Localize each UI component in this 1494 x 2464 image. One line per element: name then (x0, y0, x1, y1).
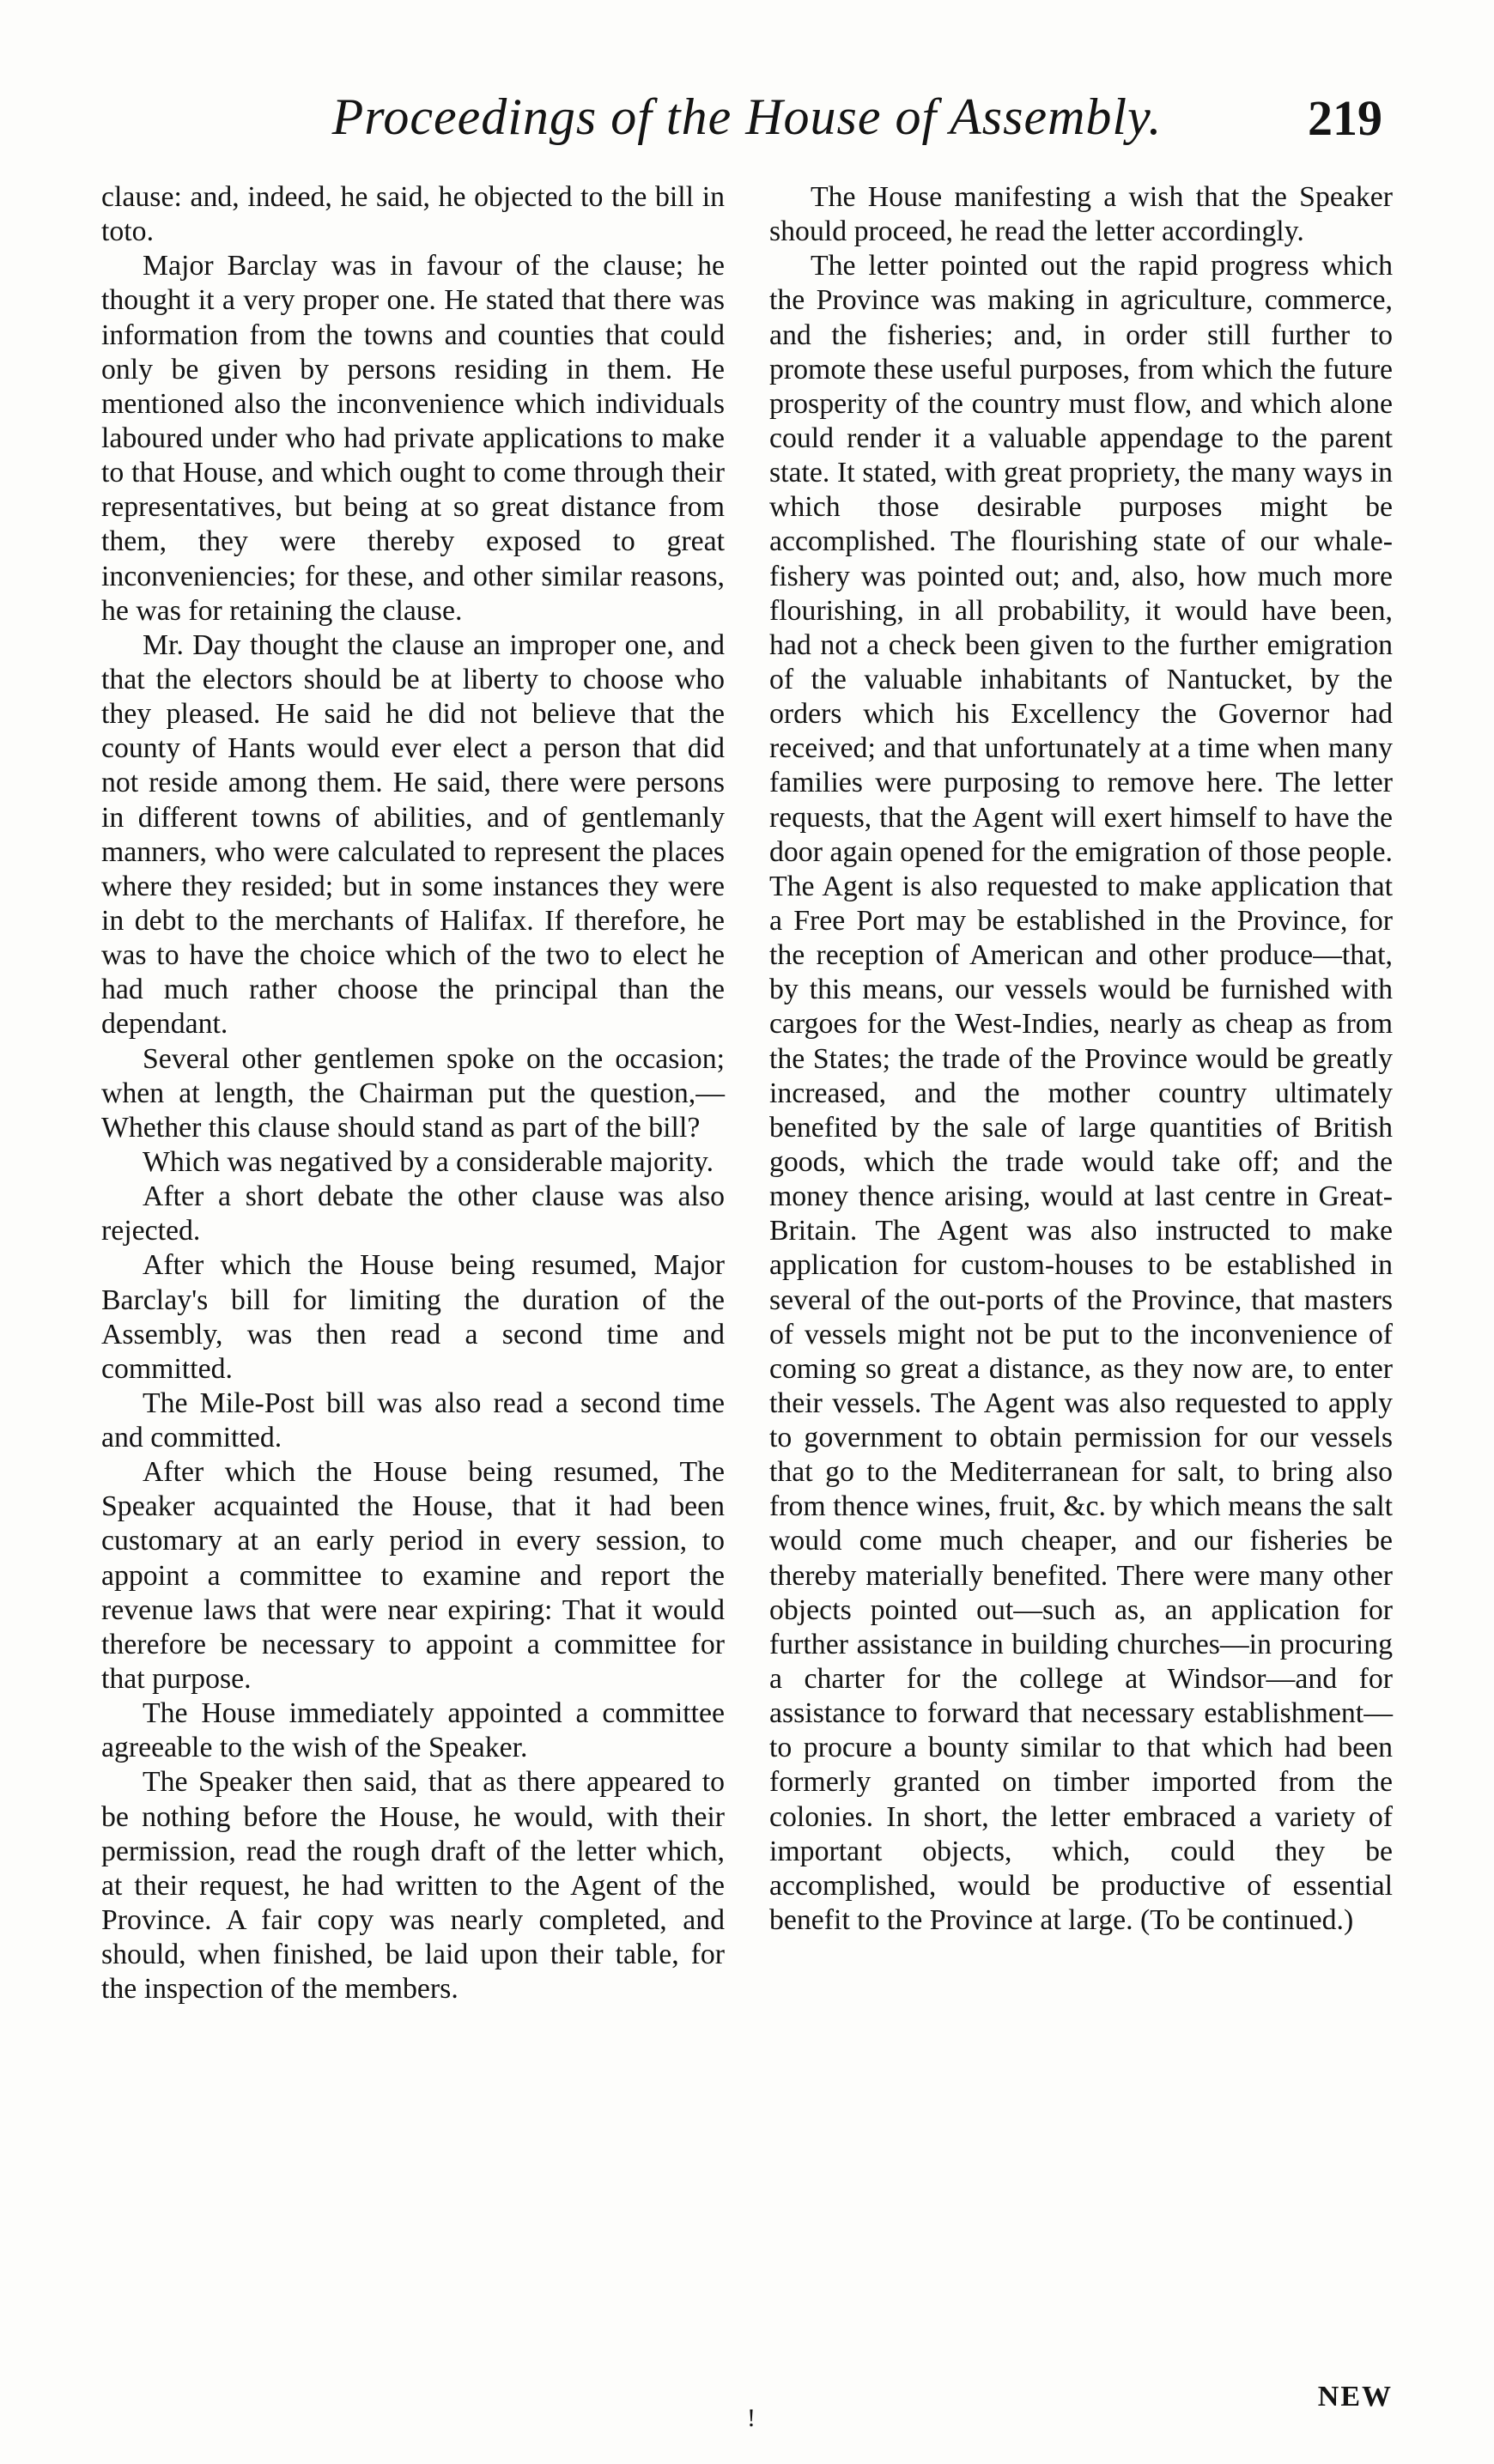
paragraph: The Speaker then said, that as there appeared to be nothing before the House, he would, with their permission, read the rough draft of the letter which, at their request, he had written to the Agent of the Province. A fair copy was nearly completed, and should, when finished, be laid upon their table, for the inspection of the members. (101, 1766, 725, 2006)
left-column (101, 180, 725, 2412)
footer-mark: ! (747, 2404, 756, 2432)
page-header (103, 70, 1391, 165)
paragraph: Several other gentlemen spoke on the occasion; when at length, the Chairman put the question,—Whether this clause should stand as part of the bill? (101, 1042, 725, 1144)
paragraph: Mr. Day thought the clause an improper one, and that the electors should be at liberty to choose who they pleased. He said he did not believe that the county of Hants would ever elect a person that did not reside among them. He said, there were persons in different towns of abilities, and of gentlemanly manners, who were calculated to represent the places where they resided; but in some instances they were in debt to the merchants of Halifax. If therefore, he was to have the choice which of the two to elect he had much rather choose the principal than the dependant. (101, 628, 725, 1041)
paragraph: The House manifesting a wish that the Speaker should proceed, he read the letter accordingly. (769, 181, 1393, 248)
text-columns (101, 180, 1393, 2412)
running-title: Proceedings of the House of Assembly. (331, 88, 1163, 145)
paragraph: Which was negatived by a considerable majority. (143, 1145, 714, 1178)
paragraph: The Mile-Post bill was also read a second time and committed. (101, 1387, 725, 1454)
paragraph: The letter pointed out the rapid progress which the Province was making in agriculture, commerce, and the fisheries; and, in order still further to promote these useful purposes, from which the future prosperity of the country must flow, and which alone could render it a valuable appendage to the parent state. It stated, with great propriety, the many ways in which those desirable purposes might be accomplished. The flourishing state of our whale-fishery was pointed out; and, also, how much more flourishing, in all probability, it would have been, had not a check been given to the further emigration of the valuable inhabitants of Nantucket, by the orders which his Excellency the Governor had received; and that unfortunately at a time when many families were purposing to remove here. The letter requests, that the Agent will exert himself to have the door again opened for the emigration of those people. The Agent is also requested to make application that a Free Port may be established in the Province, for the reception of American and other produce—that, by this means, our vessels would be furnished with cargoes for the West-Indies, nearly as cheap as from the States; the trade of the Province would be greatly increased, and the mother country ultimately benefited by the sale of large quantities of British goods, which the trade would take off; and the money thence arising, would at last centre in Great-Britain. The Agent was also instructed to make application for custom-houses to be established in several of the out-ports of the Province, that masters of vessels might not be put to the inconvenience of coming so great a distance, as they now are, to enter their vessels. The Agent was also requested to apply to government to obtain permission for our vessels that go to the Mediterranean for salt, to bring also from thence wines, fruit, &c. by which means the salt would come much cheaper, and our fisheries be thereby materially benefited. There were many other objects pointed out—such as, an application for further assistance in building churches—in procuring a charter for the college at Windsor—and for assistance to forward that necessary establishment—to procure a bounty similar to that which had been formerly granted on timber imported from the colonies. In short, the letter embraced a variety of important objects, which, could they be accomplished, would be productive of essential benefit to the Province at large. (To be continued.) (769, 250, 1393, 1937)
paragraph: After a short debate the other clause was also rejected. (101, 1180, 725, 1247)
page-number: 219 (1308, 90, 1382, 146)
paragraph: Major Barclay was in favour of the clause; he thought it a very proper one. He stated that there was information from the towns and counties that could only be given by persons residing in them. He mentioned also the inconvenience which individuals laboured under who had private applications to make to that House, and which ought to come through their representatives, but being at so great distance from them, they were thereby exposed to great inconveniencies; for these, and other similar reasons, he was for retaining the clause. (101, 250, 725, 627)
paragraph: clause: and, indeed, he said, he objected to the bill in toto. (101, 181, 725, 248)
catchword: NEW (1317, 2380, 1393, 2412)
paragraph: After which the House being resumed, Major Barclay's bill for limiting the duration of the Assembly, was then read a second time and committed. (101, 1249, 725, 1385)
paragraph: After which the House being resumed, The Speaker acquainted the House, that it had been customary at an early period in every session, to appoint a committee to examine and report the revenue laws that were near expiring: That it would therefore be necessary to appoint a committee for that purpose. (101, 1456, 725, 1696)
paragraph: The House immediately appointed a committee agreeable to the wish of the Speaker. (101, 1697, 725, 1764)
right-column (769, 180, 1393, 2412)
